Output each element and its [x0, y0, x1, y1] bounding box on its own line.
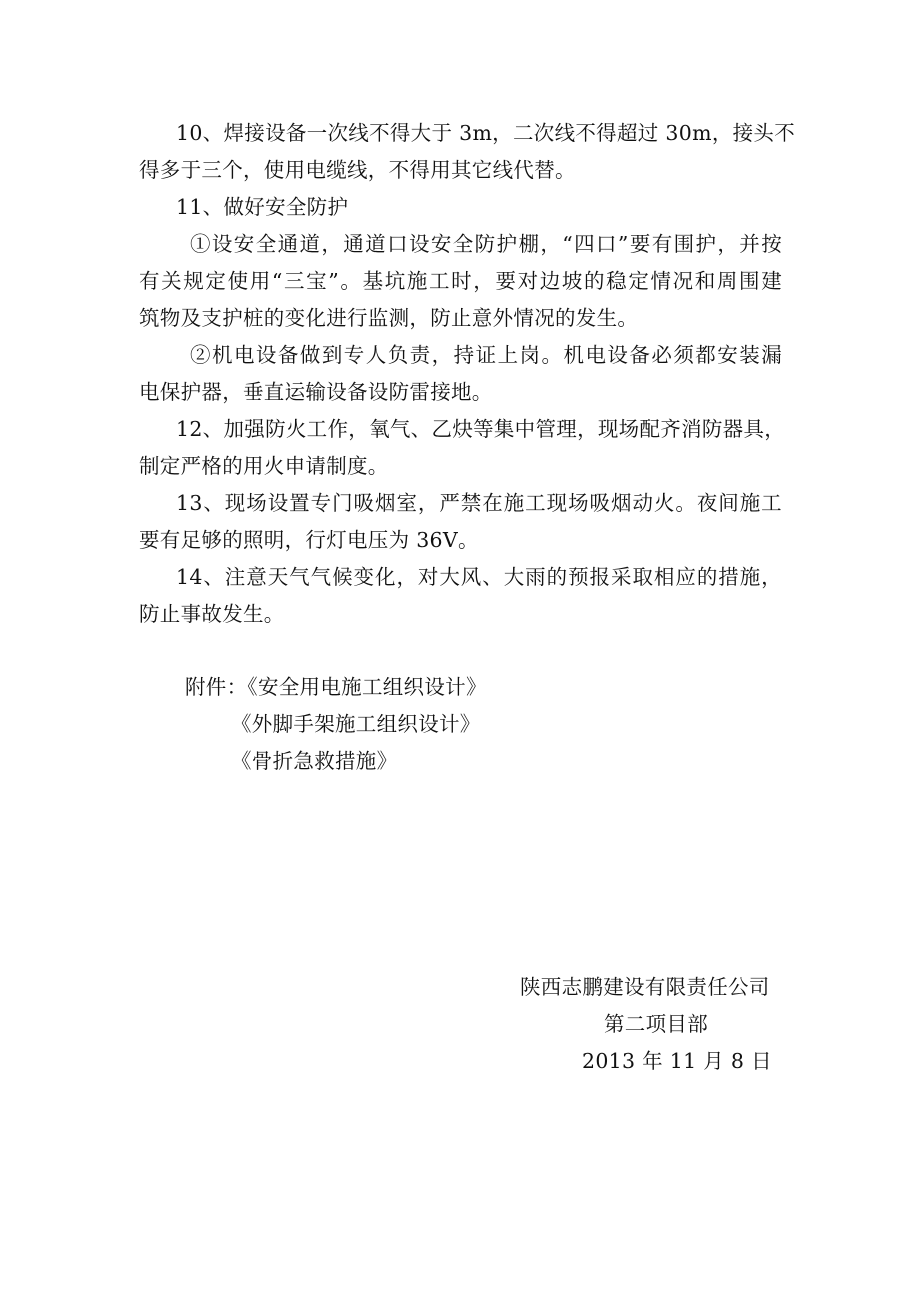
item-11-2-line-1: ②机电设备做到专人负责，持证上岗。机电设备必须都安装漏: [190, 343, 782, 367]
item-10-line-1: 10、焊接设备一次线不得大于 3m，二次线不得超过 30m，接头不: [176, 121, 796, 145]
item-11-2-line-2: 电保护器，垂直运输设备设防雷接地。: [139, 380, 493, 404]
item-14-line-1: 14、注意天气气候变化，对大风、大雨的预报采取相应的措施，: [176, 565, 782, 589]
attachments-label: 附件：: [185, 675, 248, 699]
attachment-item: 《安全用电施工组织设计》: [247, 675, 487, 699]
signature-date: 2013 年 11 月 8 日: [582, 1049, 772, 1073]
signature-department: 第二项目部: [604, 1012, 708, 1036]
item-12-line-1: 12、加强防火工作，氧气、乙炔等集中管理，现场配齐消防器具，: [176, 417, 786, 441]
item-13-line-1: 13、现场设置专门吸烟室，严禁在施工现场吸烟动火。夜间施工: [176, 491, 782, 515]
item-12-line-2: 制定严格的用火申请制度。: [139, 454, 389, 478]
attachment-item: 《骨折急救措施》: [231, 749, 398, 773]
attachment-item: 《外脚手架施工组织设计》: [231, 712, 481, 736]
item-14-line-2: 防止事故发生。: [139, 602, 285, 626]
item-11-1-line-1: ①设安全通道，通道口设安全防护棚，“四口”要有围护，并按: [190, 232, 782, 256]
item-13-line-2: 要有足够的照明，行灯电压为 36V。: [139, 528, 479, 552]
attachments-block: [185, 674, 487, 700]
item-11-1-line-2: 有关规定使用“三宝”。基坑施工时，要对边坡的稳定情况和周围建: [139, 269, 782, 293]
item-11-heading: 11、做好安全防护: [176, 195, 349, 219]
item-10-line-2: 得多于三个，使用电缆线，不得用其它线代替。: [139, 158, 576, 182]
signature-company: 陕西志鹏建设有限责任公司: [520, 975, 770, 999]
item-11-1-line-3: 筑物及支护桩的变化进行监测，防止意外情况的发生。: [139, 306, 639, 330]
